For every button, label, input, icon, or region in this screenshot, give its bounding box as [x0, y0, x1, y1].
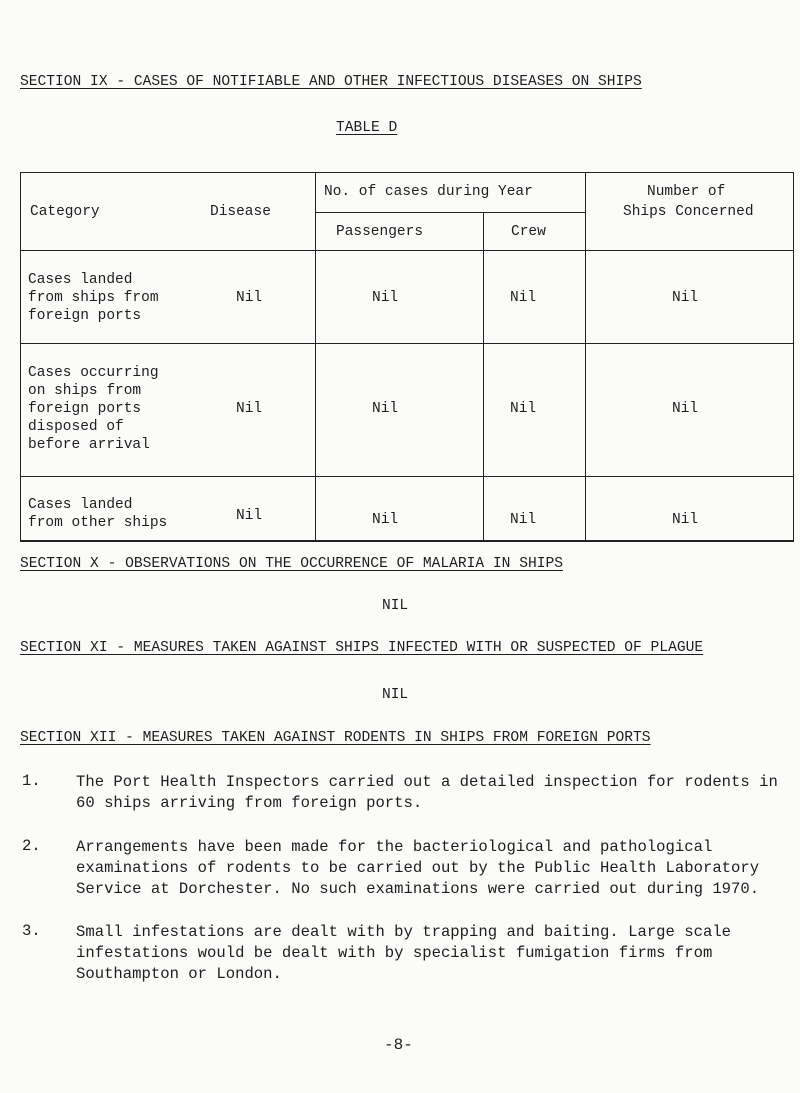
section-ix-heading: SECTION IX - CASES OF NOTIFIABLE AND OTHER INFECTIOUS DISEASES ON SHIPS [20, 74, 642, 90]
section-xii-heading: SECTION XII - MEASURES TAKEN AGAINST RODENTS IN SHIPS FROM FOREIGN PORTS [20, 730, 651, 746]
paragraph-line: The Port Health Inspectors carried out a detailed inspection for rodents in [76, 773, 778, 791]
table-border [483, 212, 484, 542]
section-xi-body: NIL [382, 687, 409, 703]
category-line: from ships from [28, 290, 159, 306]
paragraph-3-number: 3. [22, 922, 41, 940]
table-border [20, 250, 793, 251]
table-border [20, 540, 793, 542]
header-ships-line1: Number of [647, 184, 726, 200]
row-3-passengers: Nil [372, 512, 399, 528]
row-2-ships: Nil [672, 401, 699, 417]
paragraph-2 [76, 837, 759, 900]
section-xi-heading: SECTION XI - MEASURES TAKEN AGAINST SHIPS INFECTED WITH OR SUSPECTED OF PLAGUE [20, 640, 704, 656]
page-number: -8- [384, 1036, 413, 1054]
paragraph-line: Southampton or London. [76, 965, 282, 983]
row-3-crew: Nil [510, 512, 537, 528]
header-passengers: Passengers [336, 224, 424, 240]
category-line: before arrival [28, 437, 150, 453]
table-border [793, 172, 794, 542]
paragraph-line: Arrangements have been made for the bacteriological and pathological [76, 838, 713, 856]
table-border [315, 212, 585, 213]
category-line: from other ships [28, 515, 168, 531]
category-line: foreign ports [28, 401, 142, 417]
row-3-category [28, 496, 167, 532]
paragraph-line: Service at Dorchester. No such examinations were carried out during 1970. [76, 880, 760, 898]
row-2-category [28, 364, 159, 454]
row-3-ships: Nil [672, 512, 699, 528]
row-3-disease: Nil [236, 508, 263, 524]
category-line: Cases landed [28, 272, 133, 288]
row-1-crew: Nil [510, 290, 537, 306]
paragraph-line: 60 ships arriving from foreign ports. [76, 794, 423, 812]
category-line: on ships from [28, 383, 142, 399]
section-x-body: NIL [382, 598, 409, 614]
table-border [315, 172, 316, 542]
section-x-heading: SECTION X - OBSERVATIONS ON THE OCCURRENCE OF MALARIA IN SHIPS [20, 556, 563, 572]
table-border [585, 172, 586, 542]
row-1-passengers: Nil [372, 290, 399, 306]
row-2-passengers: Nil [372, 401, 399, 417]
paragraph-line: examinations of rodents to be carried out by the Public Health Laboratory [76, 859, 760, 877]
paragraph-1-number: 1. [22, 772, 41, 790]
paragraph-line: infestations would be dealt with by specialist fumigation firms from [76, 944, 713, 962]
header-category: Category [30, 204, 100, 220]
header-cases-during-year: No. of cases during Year [324, 184, 533, 200]
header-ships-line2: Ships Concerned [623, 204, 754, 220]
category-line: foreign ports [28, 308, 142, 324]
row-1-disease: Nil [236, 290, 263, 306]
category-line: Cases occurring [28, 365, 159, 381]
table-border [20, 476, 793, 477]
table-border [20, 343, 793, 344]
row-2-crew: Nil [510, 401, 537, 417]
row-1-category [28, 271, 159, 325]
category-line: disposed of [28, 419, 124, 435]
header-disease: Disease [210, 204, 271, 220]
paragraph-1 [76, 772, 778, 814]
row-2-disease: Nil [236, 401, 263, 417]
table-border [20, 172, 21, 542]
table-title: TABLE D [336, 120, 398, 136]
paragraph-3 [76, 922, 731, 985]
row-1-ships: Nil [672, 290, 699, 306]
paragraph-line: Small infestations are dealt with by trapping and baiting. Large scale [76, 923, 732, 941]
paragraph-2-number: 2. [22, 837, 41, 855]
table-border [20, 172, 793, 173]
category-line: Cases landed [28, 497, 133, 513]
header-crew: Crew [511, 224, 546, 240]
